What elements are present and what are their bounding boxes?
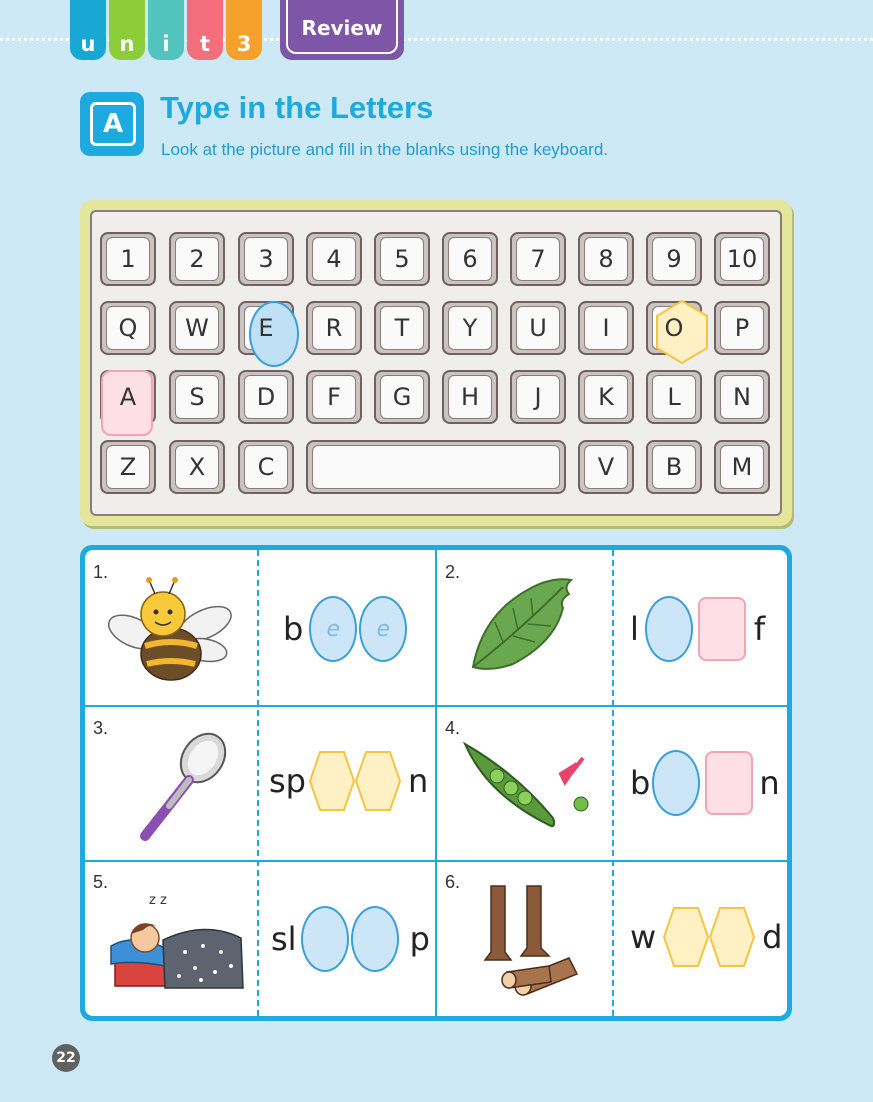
key-f[interactable] — [306, 370, 362, 424]
column-divider-dashed — [257, 550, 259, 1016]
review-tab — [280, 0, 404, 60]
unit-tabs — [70, 0, 265, 60]
word-bee — [283, 596, 408, 662]
key-label: O — [664, 314, 684, 342]
key-h[interactable] — [442, 370, 498, 424]
key-label: U — [529, 314, 547, 342]
key-x[interactable] — [169, 440, 225, 494]
key-t[interactable] — [374, 301, 430, 355]
key-label: W — [185, 314, 209, 342]
key-q[interactable] — [100, 301, 156, 355]
key-label: R — [325, 314, 343, 342]
section-title: Type in the Letters — [160, 90, 434, 125]
key-k[interactable] — [578, 370, 634, 424]
key-label: G — [392, 383, 412, 411]
word-prefix: sl — [271, 920, 297, 958]
unit-tab-i: i — [148, 0, 184, 60]
unit-tab-u: u — [70, 0, 106, 60]
key-label: 4 — [326, 245, 342, 273]
key-7[interactable] — [510, 232, 566, 286]
item-number: 4. — [445, 718, 461, 738]
key-8[interactable] — [578, 232, 634, 286]
key-label: L — [667, 383, 681, 411]
key-p[interactable] — [714, 301, 770, 355]
key-label: 7 — [530, 245, 546, 273]
unit-tab-n: n — [109, 0, 145, 60]
key-z[interactable] — [100, 440, 156, 494]
key-label: E — [258, 314, 274, 342]
key-r[interactable] — [306, 301, 362, 355]
key-label: I — [602, 314, 610, 342]
key-label: X — [188, 453, 206, 481]
column-divider-dashed — [612, 550, 614, 1016]
blank-oval[interactable] — [652, 750, 700, 816]
wood-picture — [469, 882, 589, 1000]
word-sleep — [271, 906, 430, 972]
key-n[interactable] — [714, 370, 770, 424]
key-o[interactable] — [646, 301, 702, 355]
word-spoon — [269, 750, 428, 812]
word-bean — [630, 750, 780, 816]
key-4[interactable] — [306, 232, 362, 286]
word-wood — [630, 906, 782, 968]
key-label: S — [189, 383, 205, 411]
key-1[interactable] — [100, 232, 156, 286]
key-e[interactable] — [238, 301, 294, 355]
key-9[interactable] — [646, 232, 702, 286]
key-label: 9 — [666, 245, 682, 273]
key-d[interactable] — [238, 370, 294, 424]
section-instructions: Look at the picture and fill in the blanks using the keyboard. — [161, 140, 609, 159]
blank-rectangle[interactable] — [705, 751, 753, 815]
bean-picture — [457, 734, 597, 844]
key-w[interactable] — [169, 301, 225, 355]
sleep-picture — [105, 880, 250, 995]
key-g[interactable] — [374, 370, 430, 424]
key-label: 2 — [189, 245, 205, 273]
key-l[interactable] — [646, 370, 702, 424]
key-10[interactable] — [714, 232, 770, 286]
key-label: H — [460, 383, 480, 411]
item-number: 6. — [445, 872, 461, 892]
unit-tab-3: 3 — [226, 0, 262, 60]
hexagon-blanks — [308, 750, 400, 812]
spoon-picture — [125, 728, 235, 848]
review-label: Review — [286, 0, 398, 54]
word-suffix: d — [762, 918, 783, 956]
section-badge-letter: A — [90, 102, 136, 146]
key-i[interactable] — [578, 301, 634, 355]
key-5[interactable] — [374, 232, 430, 286]
blank-oval-example: e — [359, 596, 407, 662]
key-v[interactable] — [578, 440, 634, 494]
blank-hexagon[interactable] — [708, 906, 756, 968]
key-3[interactable] — [238, 232, 294, 286]
page-number: 22 — [52, 1044, 80, 1072]
key-j[interactable] — [510, 370, 566, 424]
blank-hexagon[interactable] — [354, 750, 402, 812]
key-y[interactable] — [442, 301, 498, 355]
key-m[interactable] — [714, 440, 770, 494]
key-b[interactable] — [646, 440, 702, 494]
key-label: J — [534, 383, 542, 411]
word-prefix: b — [630, 764, 651, 802]
leaf-picture — [463, 572, 583, 682]
blank-rectangle[interactable] — [698, 597, 746, 661]
word-suffix: n — [407, 762, 429, 800]
key-label: A — [119, 383, 137, 411]
section-badge — [80, 92, 144, 156]
key-u[interactable] — [510, 301, 566, 355]
item-number: 2. — [445, 562, 461, 582]
key-label: 5 — [394, 245, 410, 273]
word-suffix: f — [753, 610, 766, 648]
unit-tab-t: t — [187, 0, 223, 60]
key-label: B — [665, 453, 683, 481]
key-label: F — [327, 383, 341, 411]
item-number: 3. — [93, 718, 109, 738]
key-label: Z — [119, 453, 137, 481]
exercise-grid — [80, 545, 792, 1021]
key-label: N — [733, 383, 751, 411]
blank-oval[interactable] — [351, 906, 399, 972]
item-number: 5. — [93, 872, 109, 892]
word-prefix: b — [283, 610, 304, 648]
sleep-sound-text: z z — [149, 893, 167, 908]
key-label: Q — [118, 314, 138, 342]
key-label: 6 — [462, 245, 478, 273]
key-label: T — [394, 314, 410, 342]
word-prefix: sp — [269, 762, 306, 800]
word-prefix: l — [630, 610, 639, 648]
key-c[interactable] — [238, 440, 294, 494]
blank-oval[interactable] — [301, 906, 349, 972]
word-prefix: w — [630, 918, 657, 956]
key-label: 10 — [726, 245, 758, 273]
bee-picture — [105, 572, 235, 692]
blank-hexagon[interactable] — [662, 906, 710, 968]
blue-oval-marker — [249, 301, 299, 367]
key-label: D — [256, 383, 276, 411]
key-label: C — [257, 453, 275, 481]
key-label: V — [597, 453, 615, 481]
key-label: K — [598, 383, 614, 411]
blank-oval[interactable] — [645, 596, 693, 662]
hexagon-blanks — [662, 906, 754, 968]
key-s[interactable] — [169, 370, 225, 424]
key-space[interactable] — [306, 440, 566, 494]
key-6[interactable] — [442, 232, 498, 286]
keyboard-panel — [90, 210, 782, 516]
key-label: M — [731, 453, 753, 481]
blank-hexagon[interactable] — [308, 750, 356, 812]
word-suffix: p — [409, 920, 430, 958]
key-label: 3 — [258, 245, 274, 273]
item-number: 1. — [93, 562, 109, 582]
word-suffix: n — [759, 764, 780, 802]
key-label: P — [734, 314, 750, 342]
key-label: 8 — [598, 245, 614, 273]
blank-oval-example: e — [309, 596, 357, 662]
key-a[interactable] — [100, 370, 156, 424]
exercise-grid-body — [85, 550, 787, 1016]
word-leaf — [630, 596, 765, 662]
keyboard — [80, 200, 792, 526]
key-2[interactable] — [169, 232, 225, 286]
key-label: 1 — [120, 245, 136, 273]
key-label: Y — [462, 314, 478, 342]
column-divider-solid — [435, 550, 437, 1016]
